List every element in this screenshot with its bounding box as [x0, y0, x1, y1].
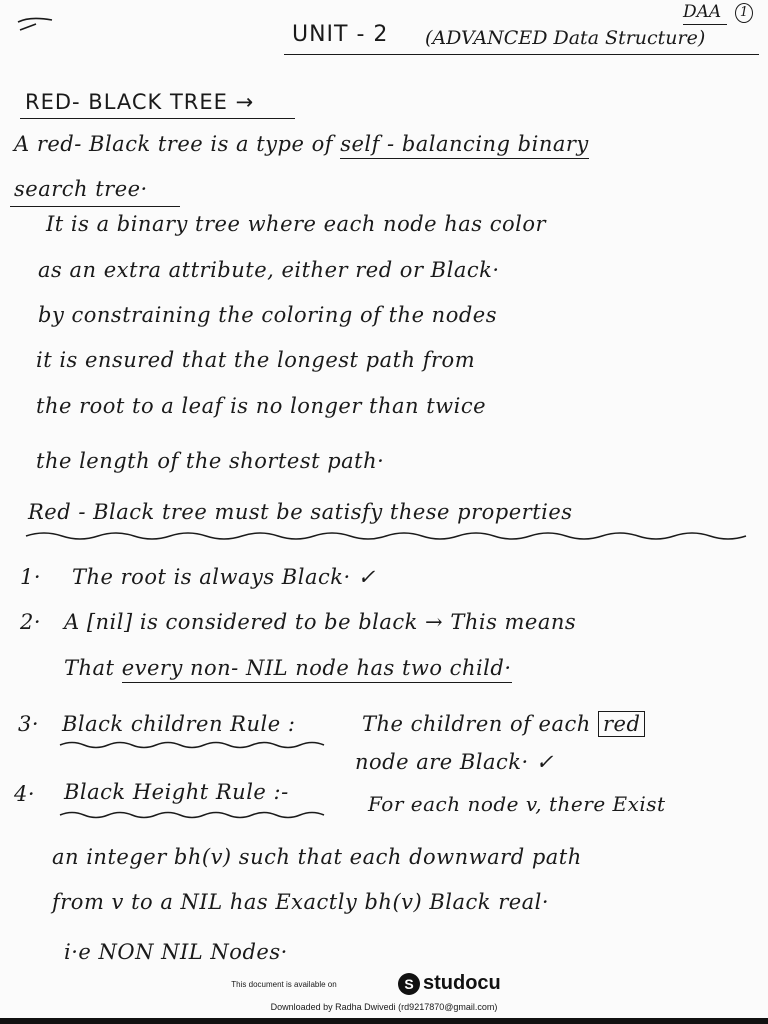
item-4-line-2: an integer bh(v) such that each downward path: [52, 845, 582, 869]
page-number: 1: [735, 3, 753, 23]
item-3-text-main: The children of each: [362, 712, 591, 736]
item-4-line-3: from v to a NIL has Exactly bh(v) Black real·: [52, 890, 550, 914]
studocu-logo-icon: S: [398, 973, 420, 995]
item-3-title: Black children Rule :: [62, 712, 296, 736]
item-1-text: The root is always Black· ✓: [72, 565, 376, 589]
header-rule: [284, 54, 759, 55]
bottom-bar: [0, 1018, 768, 1024]
section-title: RED- BLACK TREE →: [25, 90, 255, 114]
section-title-underline: [20, 118, 295, 119]
properties-heading-underline: [26, 530, 766, 542]
item-3-title-underline: [60, 740, 325, 750]
studocu-logo-text: studocu: [423, 972, 501, 994]
para-line-5: the root to a leaf is no longer than twice: [36, 394, 487, 418]
item-2-line-2-prefix: That: [64, 656, 115, 680]
item-4-title-underline: [60, 810, 335, 820]
para-line-3: by constraining the coloring of the nodes: [38, 303, 497, 327]
para-line-4: it is ensured that the longest path from: [36, 348, 476, 372]
unit-subtitle: (ADVANCED Data Structure): [425, 27, 706, 49]
item-3-number: 3·: [18, 712, 40, 736]
intro-line-1: [14, 132, 589, 156]
studocu-logo[interactable]: [398, 972, 501, 995]
para-line-2: as an extra attribute, either red or Black·: [38, 258, 500, 282]
item-4-number: 4·: [14, 782, 36, 806]
item-2-line-2-highlight: every non- NIL node has two child·: [122, 656, 512, 683]
item-4-line-4: i·e NON NIL Nodes·: [64, 940, 288, 964]
para-line-1: It is a binary tree where each node has color: [46, 212, 547, 236]
para-line-6: the length of the shortest path·: [36, 449, 385, 473]
item-2-number: 2·: [20, 610, 42, 634]
footer-available-text: This document is available on: [231, 980, 337, 989]
item-3-boxed-word: red: [598, 711, 645, 737]
unit-title: UNIT - 2: [292, 22, 389, 47]
item-1-number: 1·: [20, 565, 42, 589]
intro-line-2-underline: [10, 206, 180, 207]
item-4-text: For each node v, there Exist: [368, 792, 666, 816]
intro-line-2: search tree·: [14, 177, 148, 201]
item-3-text: [362, 712, 645, 736]
scribble-mark: [16, 12, 56, 34]
intro-highlight: self - balancing binary: [340, 132, 589, 159]
item-3-line-2: node are Black· ✓: [355, 750, 554, 774]
item-4-title: Black Height Rule :-: [64, 780, 289, 804]
subject-tag-underline: [683, 2, 727, 25]
properties-heading: Red - Black tree must be satisfy these properties: [28, 500, 573, 524]
item-2-text: A [nil] is considered to be black → This means: [64, 610, 577, 634]
footer-download-text: Downloaded by Radha Dwivedi (rd9217870@gmail.com): [270, 1002, 498, 1012]
intro-text: A red- Black tree is a type of: [14, 132, 333, 156]
subject-tag: DAA: [683, 2, 722, 22]
item-2-line-2: [64, 656, 512, 680]
